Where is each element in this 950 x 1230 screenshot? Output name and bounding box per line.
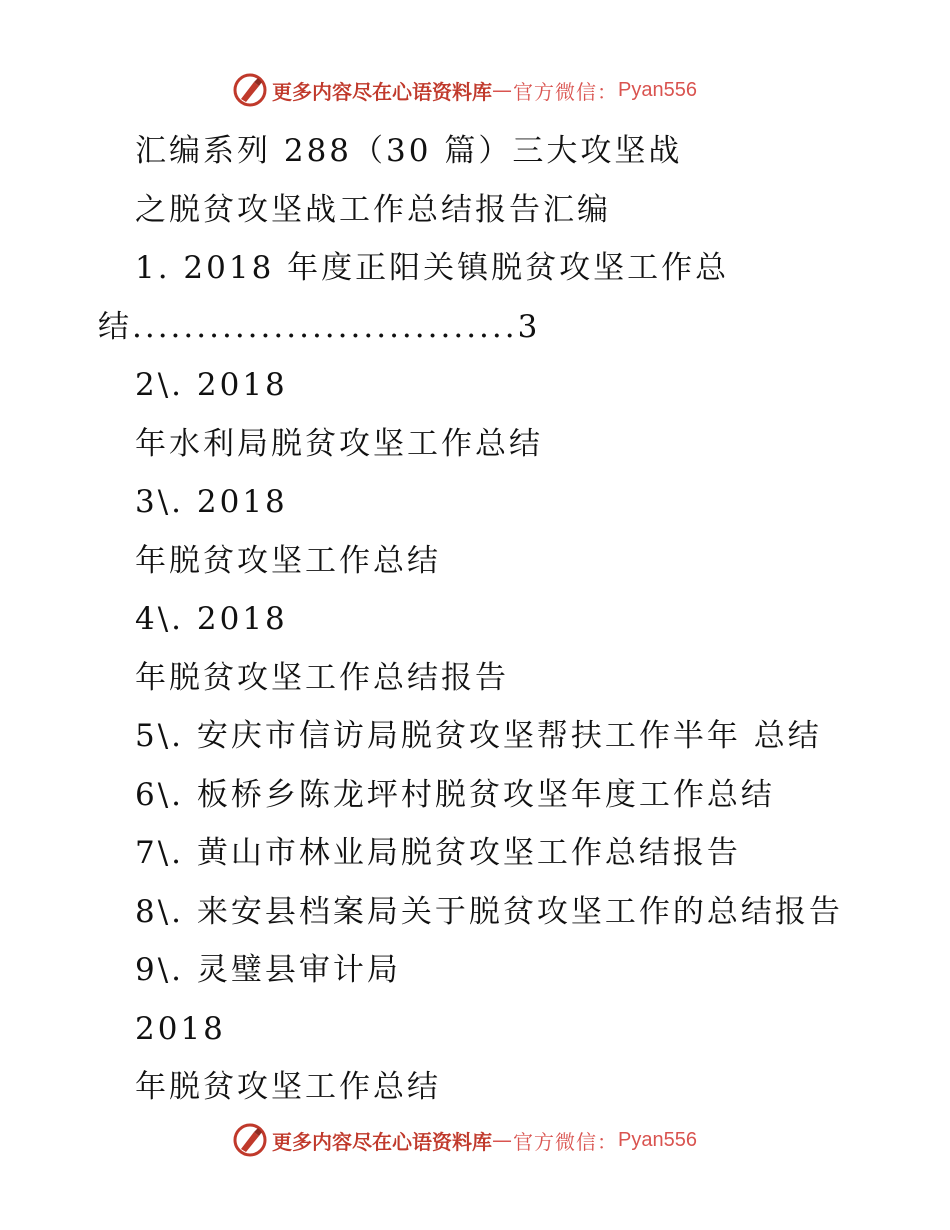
watermark-sub-text: 官方微信： (513, 1129, 618, 1154)
watermark-header (232, 70, 697, 110)
toc-line: 3\. 2018 (135, 484, 288, 520)
watermark-footer (232, 1120, 697, 1160)
watermark-wechat-id: Pyan556 (618, 1128, 697, 1151)
pen-logo-icon (232, 72, 268, 108)
toc-line: 2\. 2018 (135, 367, 288, 403)
toc-line: 之脱贫攻坚战工作总结报告汇编 (135, 191, 611, 228)
toc-line: 9\. 灵璧县审计局 (135, 952, 401, 988)
toc-line: 年脱贫攻坚工作总结 (135, 1069, 441, 1105)
table-of-contents (0, 122, 950, 1117)
pen-logo-icon (232, 1122, 268, 1158)
toc-line: 6\. 板桥乡陈龙坪村脱贫攻坚年度工作总结 (135, 776, 775, 813)
toc-line: 2018 (135, 1010, 226, 1047)
toc-line: 年脱贫攻坚工作总结 (135, 542, 441, 579)
toc-line: 年水利局脱贫攻坚工作总结 (135, 425, 543, 462)
watermark-separator: — (492, 1128, 513, 1152)
watermark-sub-text: 官方微信： (513, 79, 618, 104)
toc-line: 5\. 安庆市信访局脱贫攻坚帮扶工作半年 总结 (135, 718, 822, 754)
toc-line: 8\. 来安县档案局关于脱贫攻坚工作的总结报告 (135, 893, 843, 930)
watermark-main-text: 更多内容尽在心语资料库 (272, 1129, 492, 1154)
watermark-main-text: 更多内容尽在心语资料库 (272, 79, 492, 104)
toc-line: 汇编系列 288（30 篇）三大攻坚战 (135, 133, 683, 169)
watermark-separator: — (492, 78, 513, 102)
toc-line: 年脱贫攻坚工作总结报告 (135, 659, 509, 696)
toc-line: 1. 2018 年度正阳关镇脱贫攻坚工作总 (135, 250, 730, 286)
toc-line: 4\. 2018 (135, 601, 288, 637)
toc-line: 7\. 黄山市林业局脱贫攻坚工作总结报告 (135, 835, 741, 871)
toc-line: 结..............................3 (98, 308, 541, 345)
watermark-wechat-id: Pyan556 (618, 78, 697, 101)
